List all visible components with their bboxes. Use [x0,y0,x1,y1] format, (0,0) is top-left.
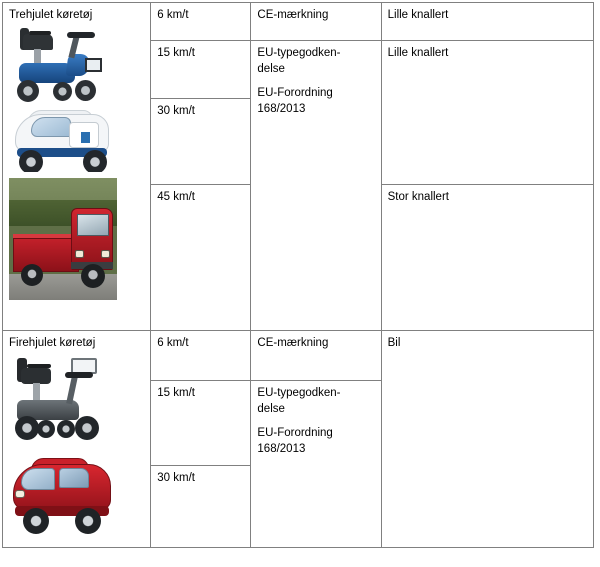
category-cell: Bil [381,331,593,548]
category-cell: Lille knallert [381,3,593,41]
table-row [3,3,594,41]
approval-line-4: 168/2013 [257,442,306,455]
approval-line-4: 168/2013 [257,102,306,115]
table-row [3,331,594,381]
vehicle-type-label: Trehjulet køretøj [9,9,93,21]
speed-cell: 30 km/t [151,99,251,185]
speed-cell: 45 km/t [151,185,251,331]
speed-cell: 15 km/t [151,381,251,466]
approval-line-3: EU-Forordning [257,427,333,440]
approval-cell-combined [251,41,381,331]
speed-cell: 15 km/t [151,41,251,99]
approval-line-1: EU-typegodken- [257,47,341,59]
vehicle-classification-table [2,2,594,548]
speed-cell: 6 km/t [151,331,251,381]
blue-three-wheel-mobility-scooter-image [9,28,105,106]
approval-line-1: EU-typegodken- [257,387,341,399]
approval-line-2: delse [257,62,285,75]
red-enclosed-four-wheel-cabin-car-image [9,450,117,542]
speed-cell: 6 km/t [151,3,251,41]
white-enclosed-three-wheel-cabin-scooter-image [9,106,121,178]
category-cell: Stor knallert [381,185,593,331]
vehicle-image-stack [9,356,144,542]
approval-line-2: delse [257,402,285,415]
vehicle-type-label: Firehjulet køretøj [9,337,96,349]
approval-cell: CE-mærkning [251,331,381,381]
vehicle-type-cell-three-wheel [3,3,151,331]
document-page [0,2,600,567]
vehicle-type-cell-four-wheel [3,331,151,548]
approval-cell: CE-mærkning [251,3,381,41]
grey-four-wheel-mobility-scooter-image [9,356,105,450]
vehicle-image-stack [9,28,144,300]
approval-cell-combined [251,381,381,548]
approval-line-3: EU-Forordning [257,87,333,100]
red-three-wheel-pickup-truck-image [9,178,117,300]
speed-cell: 30 km/t [151,465,251,547]
category-cell: Lille knallert [381,41,593,185]
